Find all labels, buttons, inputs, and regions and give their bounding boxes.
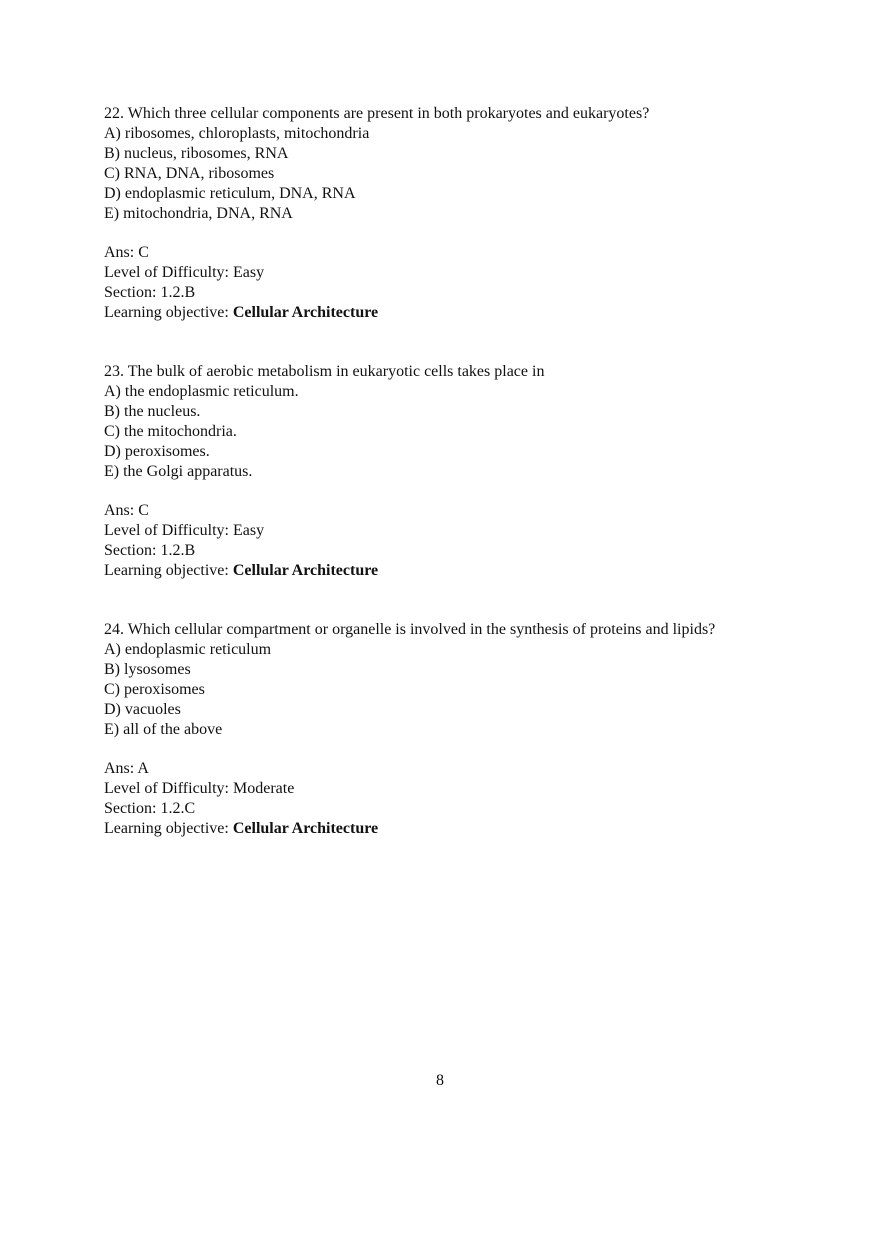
spacer (104, 740, 824, 759)
learning-objective-value: Cellular Architecture (232, 562, 379, 579)
answer-option-b: B) nucleus, ribosomes, RNA (104, 145, 289, 162)
learning-objective-label: Learning objective: (104, 820, 233, 837)
answer-option-d: D) endoplasmic reticulum, DNA, RNA (104, 185, 356, 202)
section-reference: Section: 1.2.B (104, 542, 196, 559)
answer-option-b: B) lysosomes (104, 661, 191, 678)
difficulty-level: Level of Difficulty: Easy (104, 522, 265, 539)
difficulty-level: Level of Difficulty: Moderate (104, 780, 295, 797)
answer-key: Ans: C (104, 502, 149, 519)
answer-option-e: E) mitochondria, DNA, RNA (104, 205, 293, 222)
answer-option-a: A) endoplasmic reticulum (104, 641, 272, 658)
answer-option-c: C) RNA, DNA, ribosomes (104, 165, 275, 182)
answer-option-e: E) all of the above (104, 721, 223, 738)
learning-objective (104, 303, 824, 323)
answer-option-b: B) the nucleus. (104, 403, 201, 420)
answer-option-c: C) peroxisomes (104, 681, 205, 698)
answer-key: Ans: C (104, 244, 149, 261)
question-prompt: 24. Which cellular compartment or organelle is involved in the synthesis of proteins and lipids? (104, 621, 716, 638)
spacer (104, 482, 824, 501)
answer-option-c: C) the mitochondria. (104, 423, 237, 440)
question-prompt: 22. Which three cellular components are present in both prokaryotes and eukaryotes? (104, 105, 650, 122)
difficulty-level: Level of Difficulty: Easy (104, 264, 265, 281)
answer-option-d: D) peroxisomes. (104, 443, 210, 460)
answer-option-a: A) ribosomes, chloroplasts, mitochondria (104, 125, 370, 142)
learning-objective-label: Learning objective: (104, 304, 233, 321)
learning-objective (104, 819, 824, 839)
learning-objective-label: Learning objective: (104, 562, 233, 579)
answer-option-d: D) vacuoles (104, 701, 181, 718)
page-number: 8 (436, 1072, 444, 1089)
question-prompt: 23. The bulk of aerobic metabolism in eukaryotic cells takes place in (104, 363, 545, 380)
question-22 (104, 104, 824, 323)
section-reference: Section: 1.2.B (104, 284, 196, 301)
learning-objective-value: Cellular Architecture (232, 820, 379, 837)
question-24 (104, 620, 824, 839)
answer-option-a: A) the endoplasmic reticulum. (104, 383, 299, 400)
learning-objective (104, 561, 824, 581)
spacer (104, 224, 824, 243)
question-23 (104, 362, 824, 581)
section-reference: Section: 1.2.C (104, 800, 196, 817)
learning-objective-value: Cellular Architecture (232, 304, 379, 321)
answer-option-e: E) the Golgi apparatus. (104, 463, 253, 480)
answer-key: Ans: A (104, 760, 149, 777)
